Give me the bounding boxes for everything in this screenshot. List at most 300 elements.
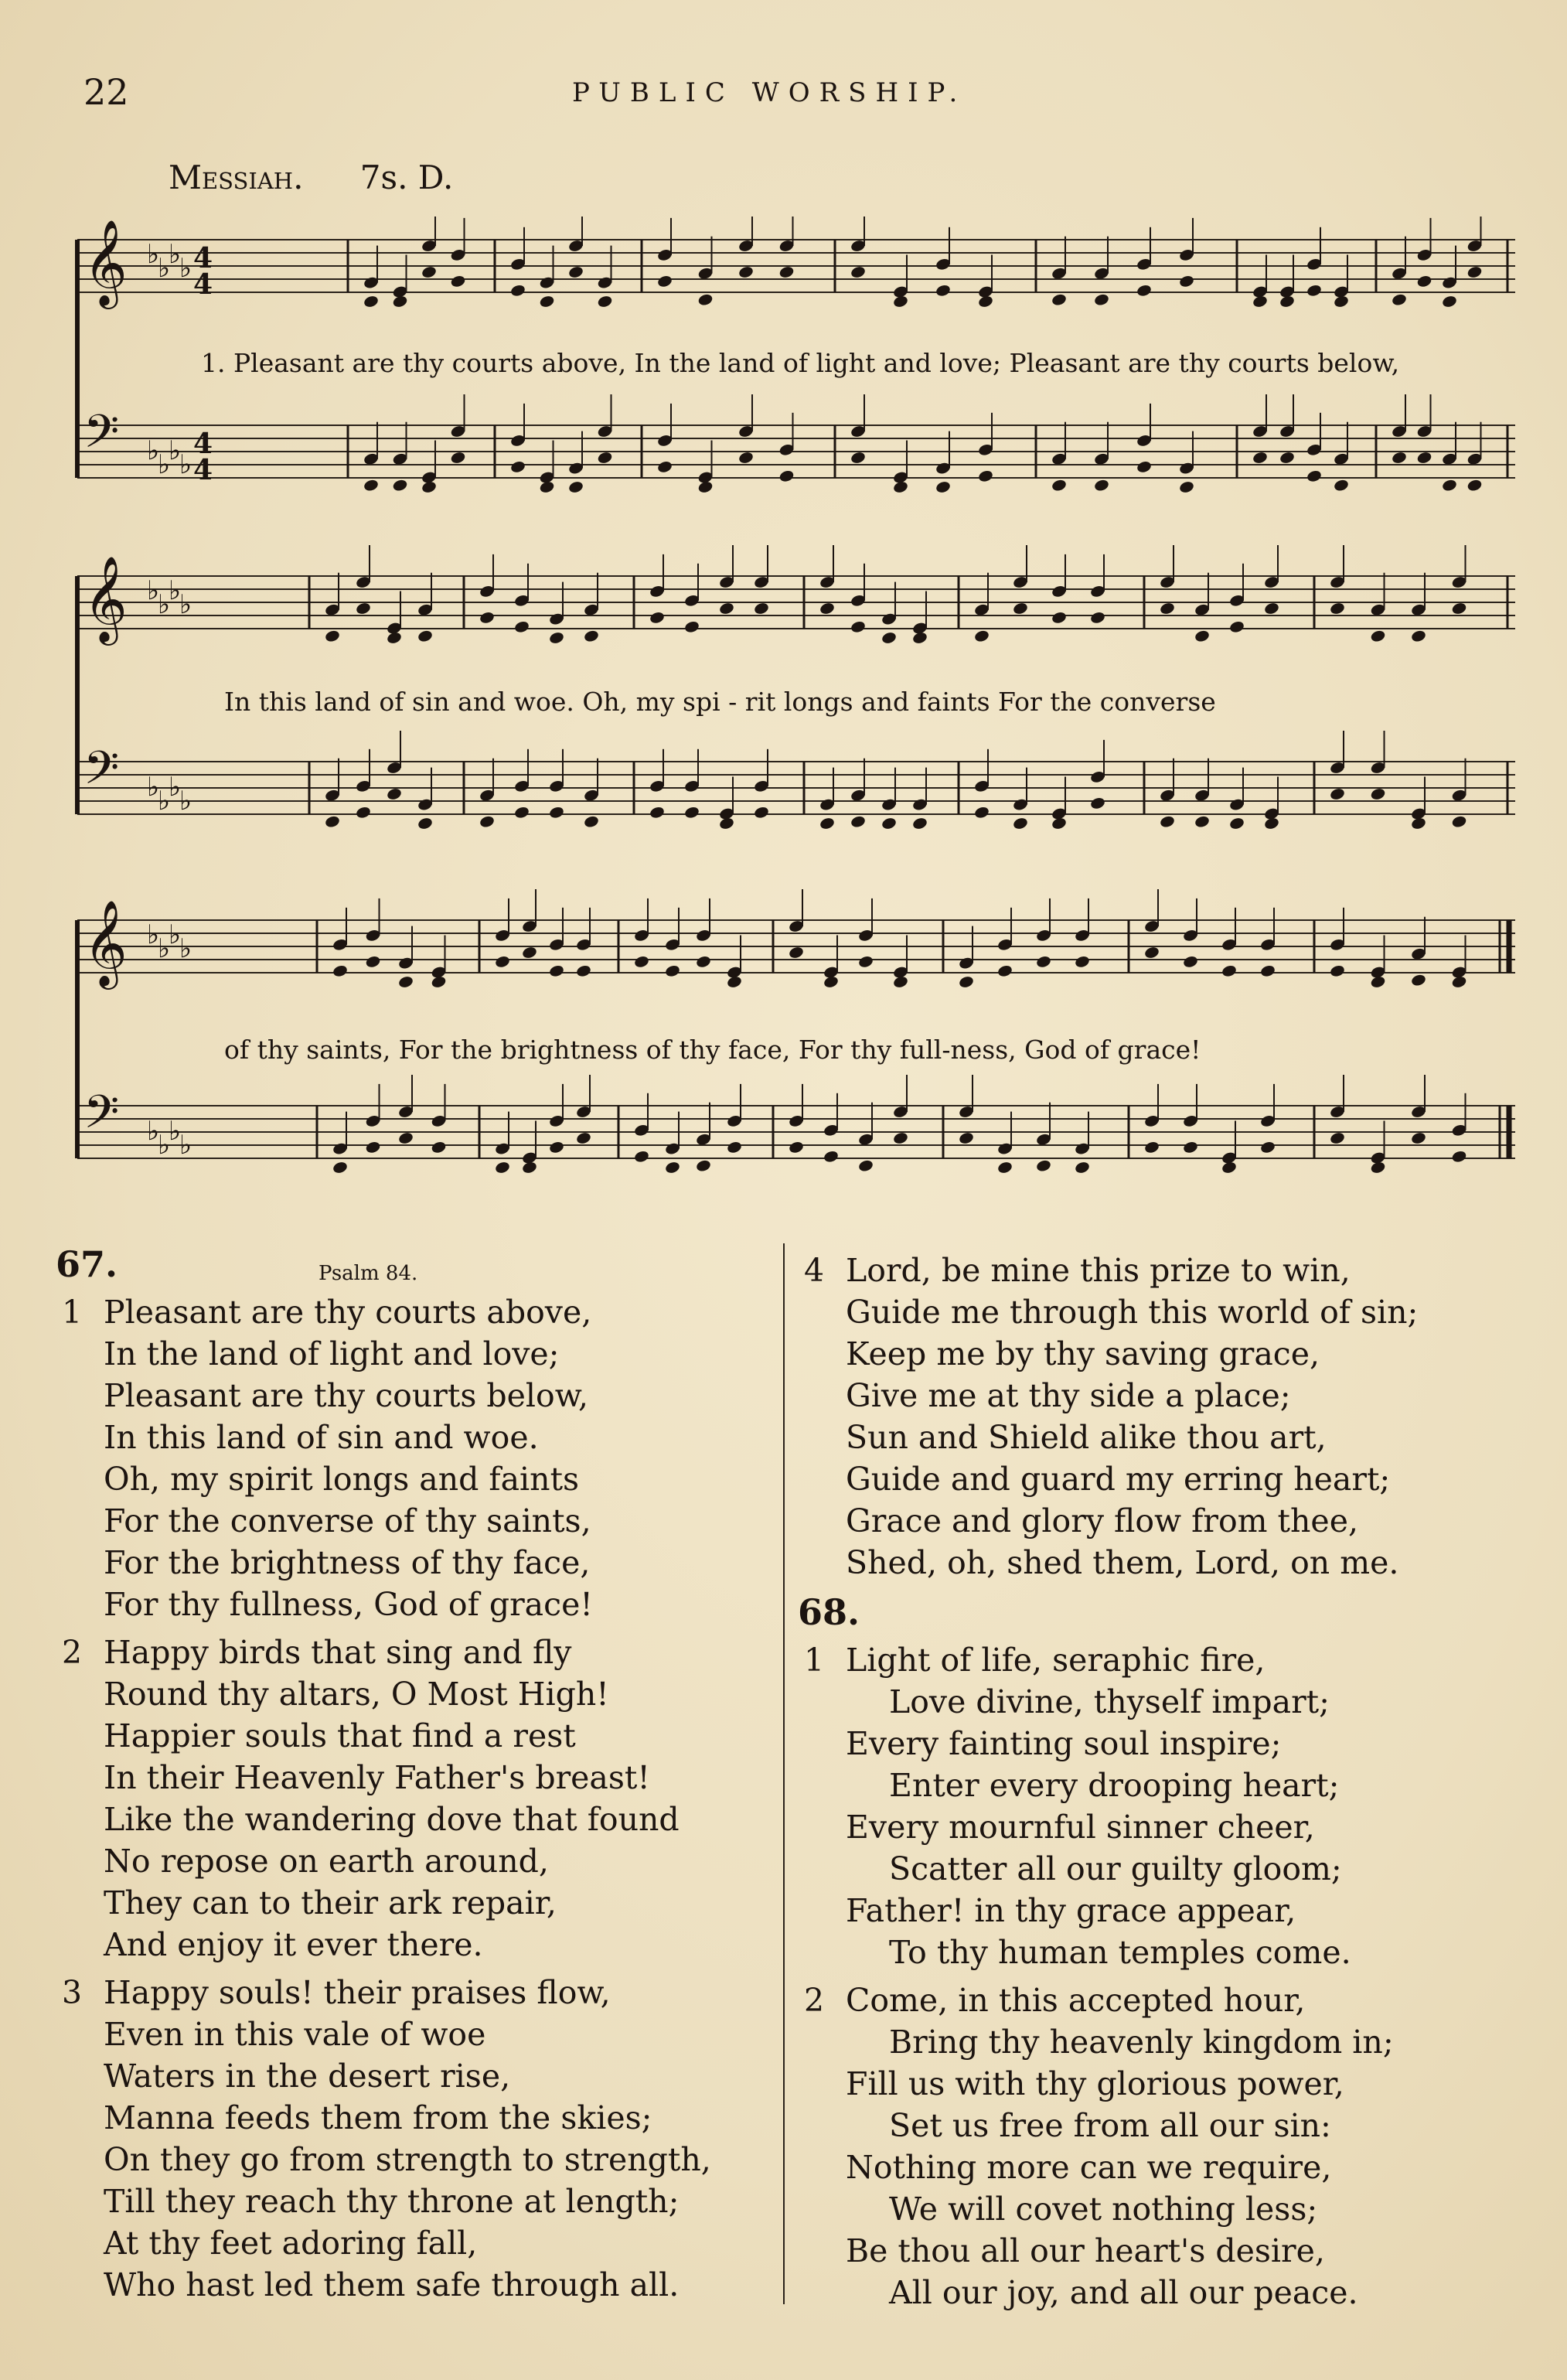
notehead bbox=[819, 602, 835, 615]
verse-line bbox=[798, 2105, 1509, 2146]
notehead bbox=[1467, 479, 1483, 493]
column-divider bbox=[783, 1243, 785, 2304]
verse-line bbox=[798, 1333, 1509, 1375]
notehead bbox=[1252, 451, 1268, 465]
notehead bbox=[392, 479, 408, 493]
notehead bbox=[332, 964, 348, 978]
notehead bbox=[355, 806, 371, 820]
verse-text: And enjoy it ever there. bbox=[104, 1926, 483, 1963]
verse-text: In their Heavenly Father's breast! bbox=[104, 1759, 650, 1796]
notehead bbox=[958, 975, 974, 989]
verse-line bbox=[798, 2188, 1509, 2230]
bass-clef: 𝄢 bbox=[83, 1085, 120, 1150]
notehead bbox=[539, 295, 555, 309]
time-signature: 4 bbox=[193, 454, 213, 486]
verse-line bbox=[56, 1584, 767, 1625]
notehead bbox=[911, 817, 928, 830]
notehead bbox=[823, 1150, 839, 1164]
notehead bbox=[695, 955, 711, 969]
verse-text: Every mournful sinner cheer, bbox=[846, 1809, 1315, 1846]
flat-sign: ♭ bbox=[147, 772, 160, 803]
notehead bbox=[911, 631, 928, 645]
notehead bbox=[1263, 817, 1279, 830]
left-column bbox=[56, 1243, 767, 2306]
notehead bbox=[332, 1161, 348, 1175]
notehead bbox=[697, 480, 714, 494]
notehead bbox=[1074, 1161, 1090, 1175]
flat-sign: ♭ bbox=[179, 786, 192, 817]
verse-line bbox=[56, 2222, 767, 2264]
notehead bbox=[567, 265, 584, 279]
notehead bbox=[1279, 451, 1295, 465]
notehead bbox=[1221, 1161, 1237, 1175]
hymn-heading bbox=[798, 1591, 1509, 1633]
tune-label bbox=[169, 159, 453, 196]
notehead bbox=[892, 1131, 908, 1145]
verse-line bbox=[56, 2181, 767, 2222]
verse-text: Guide and guard my erring heart; bbox=[846, 1461, 1391, 1498]
verse-line bbox=[798, 2146, 1509, 2188]
notehead bbox=[1136, 284, 1152, 298]
notehead bbox=[386, 631, 402, 645]
notehead bbox=[695, 1159, 711, 1173]
verse-line bbox=[798, 1890, 1509, 1932]
verse-line bbox=[56, 1291, 767, 1333]
notehead bbox=[823, 975, 839, 989]
notehead bbox=[1370, 975, 1386, 989]
stanza bbox=[56, 1291, 767, 1625]
verse-text: In this land of sin and woe. bbox=[104, 1419, 539, 1456]
verse-line bbox=[56, 2139, 767, 2181]
verse-text: Pleasant are thy courts below, bbox=[104, 1377, 588, 1414]
hymn-heading bbox=[56, 1243, 767, 1285]
verse-text: On they go from strength to strength, bbox=[104, 2141, 711, 2178]
notehead bbox=[1051, 817, 1067, 830]
notehead bbox=[1051, 293, 1067, 307]
notehead bbox=[1333, 295, 1349, 309]
notehead bbox=[450, 274, 466, 288]
notehead bbox=[494, 955, 510, 969]
notehead bbox=[513, 806, 530, 820]
flat-sign: ♭ bbox=[169, 575, 182, 606]
notehead bbox=[935, 284, 951, 298]
verse-line bbox=[56, 1458, 767, 1500]
notehead bbox=[649, 806, 665, 820]
notehead bbox=[539, 480, 555, 494]
stanza-number: 2 bbox=[62, 1634, 83, 1671]
flat-sign: ♭ bbox=[158, 1130, 171, 1161]
music-score bbox=[62, 217, 1531, 1199]
verse-text: Father! in thy grace appear, bbox=[846, 1892, 1296, 1929]
notehead bbox=[1178, 480, 1194, 494]
verse-line bbox=[798, 2230, 1509, 2272]
verse-line bbox=[56, 1799, 767, 1840]
notehead bbox=[778, 265, 795, 279]
notehead bbox=[1194, 629, 1210, 643]
notehead bbox=[1451, 602, 1467, 615]
verse-text: Set us free from all our sin: bbox=[889, 2107, 1331, 2144]
notehead bbox=[1228, 620, 1245, 634]
verse-line bbox=[56, 1542, 767, 1584]
notehead bbox=[397, 1131, 414, 1145]
verse-line bbox=[56, 1333, 767, 1375]
notehead bbox=[1416, 451, 1432, 465]
notehead bbox=[1329, 1131, 1345, 1145]
verse-line bbox=[798, 1542, 1509, 1584]
verse-text: All our joy, and all our peace. bbox=[889, 2274, 1358, 2311]
bass-clef: 𝄢 bbox=[83, 404, 120, 469]
notehead bbox=[850, 265, 866, 279]
notehead bbox=[1329, 964, 1345, 978]
notehead bbox=[397, 975, 414, 989]
verse-line bbox=[798, 1765, 1509, 1806]
notehead bbox=[583, 629, 599, 643]
notehead bbox=[509, 284, 526, 298]
notehead bbox=[738, 451, 754, 465]
notehead bbox=[850, 815, 866, 829]
flat-sign: ♭ bbox=[169, 1116, 182, 1147]
stanza bbox=[798, 1639, 1509, 1973]
notehead bbox=[1093, 293, 1109, 307]
notehead bbox=[958, 1131, 974, 1145]
time-signature: 4 bbox=[193, 428, 213, 460]
notehead bbox=[1178, 274, 1194, 288]
notehead bbox=[1136, 460, 1152, 474]
verse-text: Give me at thy side a place; bbox=[846, 1377, 1291, 1414]
bass-clef: 𝄢 bbox=[83, 741, 120, 806]
notehead bbox=[365, 955, 381, 969]
flat-sign: ♭ bbox=[147, 575, 160, 606]
hymn-number: 67. bbox=[56, 1243, 118, 1285]
notehead bbox=[1467, 265, 1483, 279]
notehead bbox=[597, 295, 613, 309]
verse-text: Love divine, thyself impart; bbox=[889, 1683, 1330, 1720]
verse-text: For thy fullness, God of grace! bbox=[104, 1586, 593, 1623]
time-signature: 4 bbox=[193, 242, 213, 274]
notehead bbox=[778, 469, 795, 483]
lyric-line: 1. Pleasant are thy courts above, In the land of light and love; Pleasant are thy courts below, bbox=[201, 348, 1400, 378]
notehead bbox=[738, 265, 754, 279]
verse-text: Light of life, seraphic fire, bbox=[846, 1642, 1266, 1679]
notehead bbox=[386, 787, 402, 801]
verse-text: Pleasant are thy courts above, bbox=[104, 1294, 592, 1331]
notehead bbox=[996, 964, 1013, 978]
notehead bbox=[1370, 1161, 1386, 1175]
notehead bbox=[1089, 611, 1105, 625]
verse-line bbox=[798, 1681, 1509, 1723]
verse-text: Scatter all our guilty gloom; bbox=[889, 1850, 1342, 1887]
treble-clef: 𝄞 bbox=[83, 219, 128, 305]
notehead bbox=[1228, 817, 1245, 830]
notehead bbox=[1441, 295, 1457, 309]
verse-text: Enter every drooping heart; bbox=[889, 1767, 1340, 1804]
notehead bbox=[857, 955, 874, 969]
verse-text: Every fainting soul inspire; bbox=[846, 1725, 1282, 1762]
notehead bbox=[548, 631, 564, 645]
notehead bbox=[977, 469, 993, 483]
flat-sign: ♭ bbox=[147, 435, 160, 466]
notehead bbox=[583, 815, 599, 829]
verse-text: Bring thy heavenly kingdom in; bbox=[889, 2024, 1394, 2061]
verse-text: Lord, be mine this prize to win, bbox=[846, 1252, 1351, 1289]
notehead bbox=[392, 295, 408, 309]
verse-text: Nothing more can we require, bbox=[846, 2149, 1332, 2186]
verse-line bbox=[56, 2055, 767, 2097]
verse-text: Oh, my spirit longs and faints bbox=[104, 1461, 580, 1498]
verse-line bbox=[798, 1375, 1509, 1417]
notehead bbox=[788, 1141, 804, 1154]
verse-line bbox=[56, 1840, 767, 1882]
notehead bbox=[1333, 479, 1349, 493]
notehead bbox=[1410, 973, 1426, 987]
notehead bbox=[857, 1159, 874, 1173]
verse-text: Be thou all our heart's desire, bbox=[846, 2232, 1325, 2269]
notehead bbox=[1410, 629, 1426, 643]
flat-sign: ♭ bbox=[179, 1130, 192, 1161]
notehead bbox=[509, 460, 526, 474]
flat-sign: ♭ bbox=[147, 239, 160, 270]
hymn-texts bbox=[0, 1243, 1567, 2326]
notehead bbox=[1143, 946, 1160, 960]
notehead bbox=[892, 295, 908, 309]
verse-line bbox=[56, 1757, 767, 1799]
notehead bbox=[1391, 451, 1407, 465]
notehead bbox=[1143, 1141, 1160, 1154]
lyric-line: In this land of sin and woe. Oh, my spi - rit longs and faints For the converse bbox=[224, 687, 1216, 717]
verse-text: Manna feeds them from the skies; bbox=[104, 2099, 652, 2136]
verse-text: Sun and Shield alike thou art, bbox=[846, 1419, 1327, 1456]
notehead bbox=[575, 964, 591, 978]
stanza bbox=[798, 1979, 1509, 2314]
notehead bbox=[1252, 295, 1268, 309]
notehead bbox=[521, 946, 537, 960]
notehead bbox=[548, 806, 564, 820]
notehead bbox=[324, 815, 340, 829]
notehead bbox=[1259, 1141, 1276, 1154]
tune-name: Messiah. bbox=[169, 159, 304, 196]
verse-line bbox=[798, 1848, 1509, 1890]
stanza bbox=[798, 1250, 1509, 1584]
verse-line bbox=[798, 1932, 1509, 1973]
notehead bbox=[656, 274, 673, 288]
flat-sign: ♭ bbox=[158, 589, 171, 620]
verse-text: Happy birds that sing and fly bbox=[104, 1634, 572, 1671]
verse-line bbox=[798, 1639, 1509, 1681]
verse-line bbox=[798, 1417, 1509, 1458]
notehead bbox=[450, 451, 466, 465]
notehead bbox=[1221, 964, 1237, 978]
notehead bbox=[788, 946, 804, 960]
notehead bbox=[664, 964, 680, 978]
notehead bbox=[1182, 1141, 1198, 1154]
notehead bbox=[567, 480, 584, 494]
flat-sign: ♭ bbox=[179, 933, 192, 964]
notehead bbox=[421, 265, 437, 279]
flat-sign: ♭ bbox=[179, 449, 192, 480]
verse-text: Guide me through this world of sin; bbox=[846, 1294, 1419, 1331]
verse-text: We will covet nothing less; bbox=[889, 2191, 1318, 2228]
verse-text: At thy feet adoring fall, bbox=[104, 2225, 478, 2262]
notehead bbox=[977, 295, 993, 309]
tune-meter: 7s. D. bbox=[359, 159, 454, 196]
verse-line bbox=[56, 1500, 767, 1542]
notehead bbox=[1410, 1131, 1426, 1145]
hymn-number: 68. bbox=[798, 1591, 860, 1633]
notehead bbox=[996, 1161, 1013, 1175]
verse-line bbox=[798, 2021, 1509, 2063]
verse-line bbox=[56, 2013, 767, 2055]
verse-line bbox=[56, 2264, 767, 2306]
verse-text: For the converse of thy saints, bbox=[104, 1502, 591, 1539]
verse-line bbox=[798, 1806, 1509, 1848]
notehead bbox=[726, 1141, 742, 1154]
page-number: 22 bbox=[83, 71, 129, 113]
notehead bbox=[575, 1131, 591, 1145]
flat-sign: ♭ bbox=[147, 919, 160, 950]
verse-text: Till they reach thy throne at length; bbox=[104, 2183, 680, 2220]
notehead bbox=[1051, 479, 1067, 493]
stanza bbox=[56, 1972, 767, 2306]
notehead bbox=[1416, 274, 1432, 288]
verse-text: No repose on earth around, bbox=[104, 1843, 549, 1880]
notehead bbox=[431, 1141, 447, 1154]
notehead bbox=[697, 293, 714, 307]
notehead bbox=[421, 480, 437, 494]
notehead bbox=[597, 451, 613, 465]
notehead bbox=[718, 817, 734, 830]
notehead bbox=[1370, 787, 1386, 801]
verse-line bbox=[56, 1375, 767, 1417]
notehead bbox=[1451, 975, 1467, 989]
treble-clef: 𝄞 bbox=[83, 899, 128, 986]
notehead bbox=[324, 629, 340, 643]
verse-text: For the brightness of thy face, bbox=[104, 1544, 591, 1581]
notehead bbox=[494, 1161, 510, 1175]
notehead bbox=[1451, 1150, 1467, 1164]
notehead bbox=[363, 479, 379, 493]
verse-text: They can to their ark repair, bbox=[104, 1884, 557, 1921]
notehead bbox=[513, 620, 530, 634]
notehead bbox=[1012, 602, 1028, 615]
notehead bbox=[1370, 629, 1386, 643]
flat-sign: ♭ bbox=[169, 772, 182, 803]
verse-line bbox=[798, 1723, 1509, 1765]
verse-line bbox=[56, 1417, 767, 1458]
time-signature: 4 bbox=[193, 268, 213, 301]
notehead bbox=[431, 975, 447, 989]
stanza-number: 1 bbox=[62, 1294, 83, 1331]
running-head: PUBLIC WORSHIP. bbox=[572, 77, 967, 108]
stanza bbox=[56, 1632, 767, 1966]
notehead bbox=[753, 602, 769, 615]
flat-sign: ♭ bbox=[158, 449, 171, 480]
notehead bbox=[1089, 796, 1105, 810]
notehead bbox=[1306, 469, 1322, 483]
notehead bbox=[1329, 787, 1345, 801]
stanza-number: 3 bbox=[62, 1974, 83, 2011]
flat-sign: ♭ bbox=[169, 435, 182, 466]
verse-text: Grace and glory flow from thee, bbox=[846, 1502, 1358, 1539]
notehead bbox=[633, 1150, 649, 1164]
verse-line bbox=[56, 1882, 767, 1924]
verse-line bbox=[798, 2272, 1509, 2314]
flat-sign: ♭ bbox=[179, 253, 192, 284]
notehead bbox=[1051, 611, 1067, 625]
verse-line bbox=[798, 1458, 1509, 1500]
flat-sign: ♭ bbox=[158, 253, 171, 284]
page-header bbox=[0, 71, 1567, 118]
stanza-number: 2 bbox=[804, 1982, 825, 2019]
verse-line bbox=[798, 1291, 1509, 1333]
notehead bbox=[363, 295, 379, 309]
notehead bbox=[1441, 479, 1457, 493]
notehead bbox=[417, 629, 433, 643]
notehead bbox=[892, 480, 908, 494]
notehead bbox=[1391, 293, 1407, 307]
verse-text: Who hast led them safe through all. bbox=[104, 2266, 680, 2303]
verse-text: Round thy altars, O Most High! bbox=[104, 1676, 609, 1713]
notehead bbox=[633, 955, 649, 969]
notehead bbox=[753, 806, 769, 820]
notehead bbox=[656, 460, 673, 474]
notehead bbox=[649, 611, 665, 625]
verse-text: Fill us with thy glorious power, bbox=[846, 2065, 1344, 2102]
lyric-line: of thy saints, For the brightness of thy face, For thy full-ness, God of grace! bbox=[224, 1035, 1201, 1065]
hymn-source: Psalm 84. bbox=[319, 1261, 418, 1285]
notehead bbox=[664, 1161, 680, 1175]
stanza-number: 1 bbox=[804, 1642, 825, 1679]
notehead bbox=[973, 806, 990, 820]
notehead bbox=[1093, 479, 1109, 493]
notehead bbox=[683, 620, 700, 634]
verse-line bbox=[56, 1715, 767, 1757]
flat-sign: ♭ bbox=[158, 786, 171, 817]
notehead bbox=[1259, 964, 1276, 978]
notehead bbox=[881, 817, 897, 830]
flat-sign: ♭ bbox=[169, 919, 182, 950]
verse-text: In the land of light and love; bbox=[104, 1335, 560, 1372]
verse-line bbox=[56, 1632, 767, 1673]
notehead bbox=[548, 1141, 564, 1154]
notehead bbox=[935, 480, 951, 494]
notehead bbox=[479, 815, 495, 829]
verse-text: Like the wandering dove that found bbox=[104, 1801, 680, 1838]
flat-sign: ♭ bbox=[169, 239, 182, 270]
notehead bbox=[1279, 295, 1295, 309]
stanza-number: 4 bbox=[804, 1252, 825, 1289]
notehead bbox=[521, 1161, 537, 1175]
verse-line bbox=[56, 2097, 767, 2139]
notehead bbox=[1035, 1159, 1051, 1173]
notehead bbox=[1074, 955, 1090, 969]
flat-sign: ♭ bbox=[179, 589, 192, 620]
notehead bbox=[973, 629, 990, 643]
verse-line bbox=[798, 1250, 1509, 1291]
flat-sign: ♭ bbox=[147, 1116, 160, 1147]
notehead bbox=[417, 817, 433, 830]
notehead bbox=[819, 817, 835, 830]
verse-text: Keep me by thy saving grace, bbox=[846, 1335, 1320, 1372]
notehead bbox=[1329, 602, 1345, 615]
notehead bbox=[1194, 815, 1210, 829]
flat-sign: ♭ bbox=[158, 933, 171, 964]
verse-text: To thy human temples come. bbox=[889, 1934, 1351, 1971]
notehead bbox=[479, 611, 495, 625]
notehead bbox=[850, 620, 866, 634]
notehead bbox=[683, 806, 700, 820]
notehead bbox=[1451, 815, 1467, 829]
notehead bbox=[1306, 284, 1322, 298]
